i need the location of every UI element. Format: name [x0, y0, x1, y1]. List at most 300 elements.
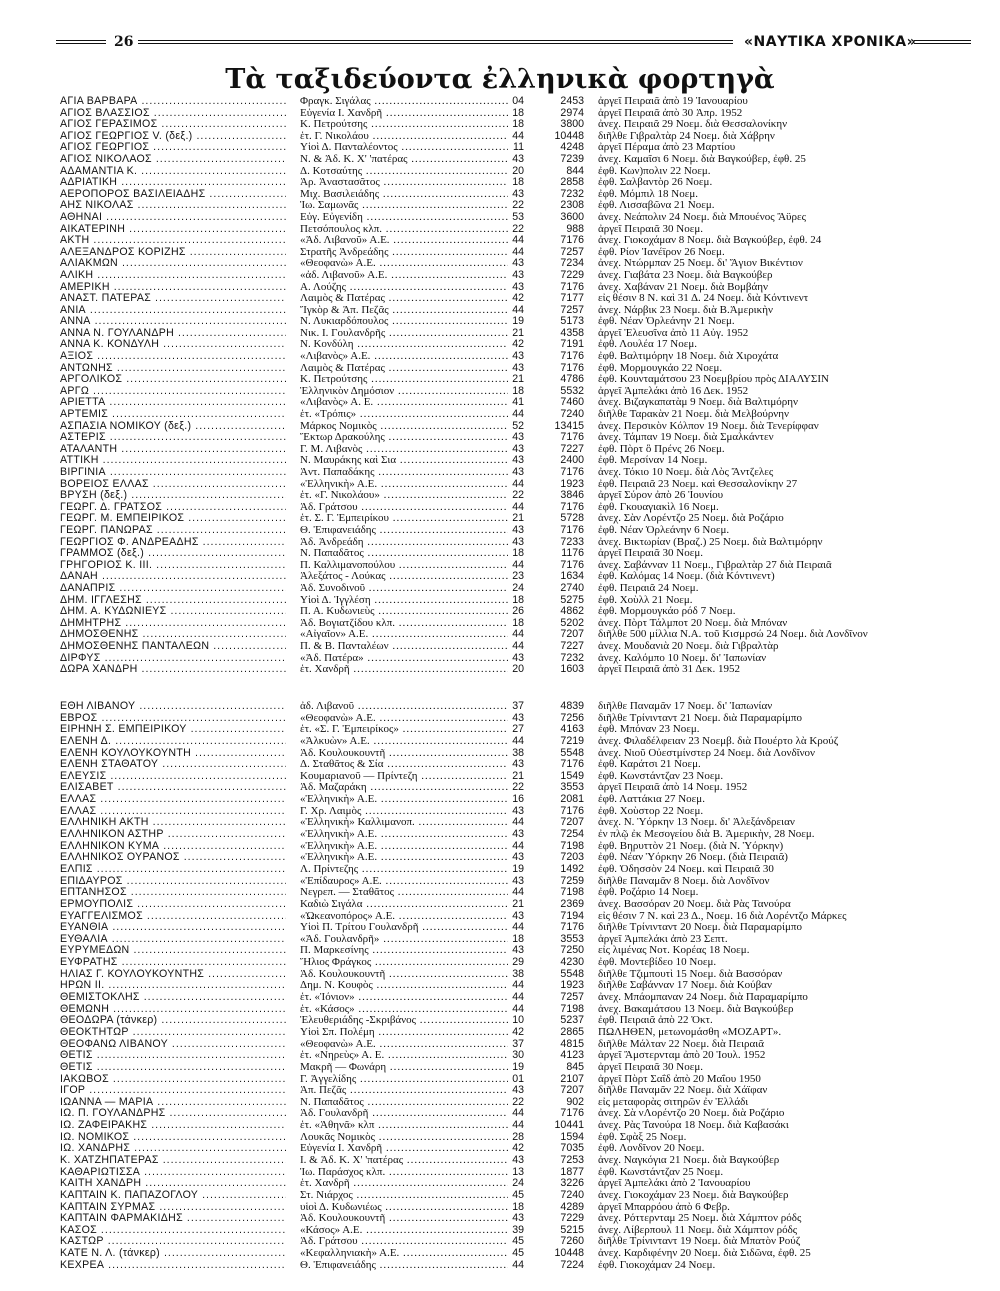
table-row: [60, 525, 980, 537]
tonnage: 7232: [560, 187, 584, 200]
tonnage: 1492: [560, 862, 584, 875]
ship-name: ΑΓΙΟΣ ΝΙΚΟΛΑΟΣ .....: [60, 154, 286, 166]
header-rule-middle: [138, 40, 733, 44]
owner-name: «Ὠκεανοπόρος» Α.Ε. .....: [300, 911, 508, 923]
year: 44: [512, 991, 524, 1004]
ship-name: ΕΛΕΝΗ ΣΤΑΘΑΤΟΥ .....: [60, 759, 286, 771]
tonnage: 7176: [560, 500, 584, 513]
year: 18: [512, 547, 524, 560]
year: 43: [512, 350, 524, 363]
owner-name: Ἀπ. Πεζᾶς .....: [300, 1085, 508, 1097]
ship-name: ΒΟΡΕΙΟΣ ΕΛΛΑΣ .....: [60, 479, 286, 491]
status-text: εἰς μεταφορὰς σιτηρῶν ἐν Ἑλλάδι: [598, 1096, 749, 1108]
table-row: [60, 235, 980, 247]
ship-name: ΚΑΠΤΑΙΝ Κ. ΠΑΠΑΖΟΓΛΟΥ .....: [60, 1190, 286, 1202]
year: 45: [512, 1235, 524, 1248]
table-row: [60, 351, 980, 363]
owner-name: Δ. Κοτσαύτης .....: [300, 166, 508, 178]
ship-name: ΕΛΛΑΣ .....: [60, 794, 286, 806]
status-text: διῆλθε Σαβάνναν 17 Νοεμ. διὰ Κούβαν: [598, 980, 772, 992]
tonnage: 7176: [560, 558, 584, 571]
ship-name: ΑΔΡΙΑΤΙΚΗ .....: [60, 177, 286, 189]
year: 44: [512, 1107, 524, 1120]
owner-name: «Θεοφανὼ» Α.Ε. .....: [300, 1039, 508, 1051]
year: 11: [513, 141, 524, 154]
year: 43: [512, 651, 524, 664]
owner-name: Ν. Παπαδᾶτος .....: [300, 548, 508, 560]
owner-name: «Ἀδ. Λιβανοῦ» Α.Ε. .....: [300, 235, 508, 247]
status-text: ἀργεῖ Μπαρρόου ἀπὸ 6 Φεβρ.: [598, 1201, 730, 1213]
status-text: ἀνεχ. Πὸρτ Τάλμποτ 20 Νοεμ. διὰ Μπόναν: [598, 617, 788, 629]
owner-name: Ἀδ. Κουλουκουντῆ .....: [300, 969, 508, 981]
tonnage: 7233: [560, 535, 584, 548]
tonnage: 7254: [560, 828, 584, 841]
year: 44: [512, 639, 524, 652]
tonnage: 7198: [560, 886, 584, 899]
status-text: ἀνεχ. Βιζαγκαπατὰμ 9 Νοεμ. διὰ Βαλτιμόρην: [598, 397, 798, 409]
tonnage: 7224: [560, 1258, 584, 1271]
table-row: [60, 1062, 980, 1074]
tonnage: 7177: [560, 292, 584, 305]
status-text: ἐφθ. Κωνστάντζαν 25 Νοεμ.: [598, 1166, 724, 1178]
year: 44: [512, 245, 524, 258]
year: 26: [512, 605, 524, 618]
ship-name: ΑΛΙΑΚΜΩΝ .....: [60, 258, 286, 270]
status-text: ἐφθ. Μερσίναν 14 Νοεμ.: [598, 455, 708, 467]
year: 43: [512, 268, 524, 281]
ship-name: ΚΕΧΡΕΑ .....: [60, 1260, 286, 1272]
owner-name: Ἀντ. Παπαδάκης .....: [300, 467, 508, 479]
year: 27: [512, 723, 524, 736]
year: 43: [512, 1212, 524, 1225]
status-text: ἐν πλῷ ἐκ Μεσογείου διὰ Β. Ἀμερικὴν, 28 Νοεμ.: [598, 829, 815, 841]
year: 43: [512, 944, 524, 957]
status-text: ἀνεχ. Καμαῖσι 6 Νοεμ. διὰ Βαγκούβερ, ἐφθ. 25: [598, 153, 806, 165]
owner-name: Κ. Πετρούτσης .....: [300, 119, 508, 131]
status-text: ἀνεχ. Βακαμάτσου 13 Νοεμ. διὰ Βαγκούβερ: [598, 1003, 794, 1015]
tonnage: 3800: [560, 118, 584, 131]
status-text: ἐφθ. Λουλέα 17 Νοεμ.: [598, 339, 697, 351]
owner-name: Κουμαριανοῦ — Πρίντεζη .....: [300, 771, 508, 783]
year: 20: [512, 164, 524, 177]
tonnage: 2308: [560, 199, 584, 212]
year: 18: [512, 176, 524, 189]
owner-name: «Ἑλληνικὴ» Α.Ε. .....: [300, 794, 508, 806]
status-text: ἀργεῖ Πέραμα ἀπὸ 23 Μαρτίου: [598, 142, 736, 154]
ship-name: ΕΛΛΗΝΙΚΟΝ ΚΥΜΑ .....: [60, 841, 286, 853]
tonnage: 7257: [560, 245, 584, 258]
ship-name: ΑΛΙΚΗ .....: [60, 270, 286, 282]
owner-name: Ἥλιος Φράγκος .....: [300, 957, 508, 969]
tonnage: 7232: [560, 651, 584, 664]
owner-name: Γ. Χρ. Λαιμὸς .....: [300, 806, 508, 818]
tonnage: 4289: [560, 1200, 584, 1213]
status-text: ἀργεῖ Πειραιᾶ ἀπὸ 14 Νοεμ. 1952: [598, 782, 748, 794]
ship-name: ΑΤΤΙΚΗ .....: [60, 455, 286, 467]
ship-name: ΔΙΡΦΥΣ .....: [60, 653, 286, 665]
owner-name: «Ἑλληνικὴ» Α.Ε. .....: [300, 841, 508, 853]
tonnage: 2865: [560, 1025, 584, 1038]
year: 44: [512, 129, 524, 142]
tonnage: 7203: [560, 851, 584, 864]
status-text: ἀνεχ. Ναγκόγια 21 Νοεμ. διὰ Βαγκούβερ: [598, 1154, 780, 1166]
tonnage: 7176: [560, 466, 584, 478]
year: 44: [512, 1119, 524, 1132]
year: 21: [512, 512, 524, 525]
status-text: ἀνεχ. Καλόμπο 10 Νοεμ. δι' Ἰαπωνίαν: [598, 652, 767, 664]
year: 42: [512, 292, 524, 305]
year: 18: [512, 106, 524, 119]
ship-name: ΕΥΘΑΛΙΑ .....: [60, 934, 286, 946]
status-text: ἀργεῖ Πειραιᾶ 30 Νοεμ.: [598, 548, 703, 560]
status-text: ἐφθ. Μοντεβίδεο 10 Νοεμ.: [598, 957, 717, 969]
ship-name: ΑΕΡΟΠΟΡΟΣ ΒΑΣΙΛΕΙΑΔΗΣ .....: [60, 189, 286, 201]
status-text: ἀργεῖ Πειραιᾶ ἀπὸ 19 Ἰανουαρίου: [598, 96, 748, 107]
owner-name: Π. Καλλιμανοπούλου .....: [300, 560, 508, 572]
ship-name: ΚΑΤΕ Ν. Λ. (τάνκερ) .....: [60, 1248, 286, 1260]
ship-name: ΗΡΩΝ ΙΙ. .....: [60, 980, 286, 992]
owner-name: «Ἐπίδαυρος» Α.Ε. .....: [300, 876, 508, 888]
ship-name: ΔΗΜΗΤΡΗΣ .....: [60, 618, 286, 630]
status-text: ἐφθ. Γιοκοχάμαν 24 Νοεμ.: [598, 1259, 716, 1271]
status-text: ἀργεῖ Ἀμπελάκι ἀπὸ 23 Σεπτ.: [598, 933, 728, 945]
status-text: ἐφθ. Κουνταμάτσου 23 Νοεμβρίου πρὸς ΔΙΑΛΥΣΙΝ: [598, 374, 829, 386]
tonnage: 5275: [560, 593, 584, 606]
tonnage: 4839: [560, 700, 584, 712]
owner-name: Θ. Ἐπιφανειάδης .....: [300, 1260, 508, 1272]
year: 19: [512, 1060, 524, 1073]
status-text: διῆλθε Τρίνινταντ 21 Νοεμ. διὰ Παραμαρίμπο: [598, 712, 802, 724]
tonnage: 4358: [560, 326, 584, 339]
tonnage: 4815: [560, 1037, 584, 1050]
tonnage: 7176: [560, 921, 584, 934]
ship-name: ΕΘΗ ΛΙΒΑΝΟΥ .....: [60, 701, 286, 713]
year: 45: [512, 1188, 524, 1201]
owner-name: Υἱοὶ Σπ. Πολέμη .....: [300, 1027, 508, 1039]
table-row: [60, 1120, 980, 1132]
tonnage: 4123: [560, 1049, 584, 1062]
owner-name: ἑτ. «Ἀθηνᾶ» κλπ .....: [300, 1120, 508, 1132]
status-text: διῆλθε Τζιμπουτὶ 15 Νοεμ. διὰ Βασσόραν: [598, 968, 783, 980]
owner-name: Νεγρεπ. — Σταθᾶτος .....: [300, 887, 508, 899]
owner-name: Ἀρ. Ἀναστασᾶτος .....: [300, 177, 508, 189]
status-text: ἀργεῖ Πειραιᾶ ἀπὸ 30 Ἀπρ. 1952: [598, 107, 743, 119]
tonnage: 4230: [560, 956, 584, 969]
ship-name: ΕΛΕΥΣΙΣ .....: [60, 771, 286, 783]
table-row: [60, 96, 980, 108]
status-text: ἐφθ. Λαττάκια 27 Νοεμ.: [598, 794, 705, 806]
ship-name: ΔΑΝΑΠΡΙΣ .....: [60, 583, 286, 595]
owner-name: ἑτ. «Ἰόνιον» .....: [300, 992, 508, 1004]
owner-name: ἑτ. «Τρόπις» .....: [300, 409, 508, 421]
owner-name: Εὐγ. Εὐγενίδη .....: [300, 212, 508, 224]
ship-name: ΚΑΠΤΑΙΝ ΦΑΡΜΑΚΙΔΗΣ .....: [60, 1213, 286, 1225]
owner-name: Μακρῆ — Φωνάρη .....: [300, 1062, 508, 1074]
owner-name: Κ. Πετρούτσης .....: [300, 374, 508, 386]
year: 43: [512, 1153, 524, 1166]
tonnage: 2081: [560, 793, 584, 806]
status-text: ἀνεχ. Φιλαδέλφειαν 23 Νοεμβ. διὰ Πουέρτο λὰ Κρούζ: [598, 735, 839, 747]
tonnage: 7253: [560, 1153, 584, 1166]
status-text: ἀνεχ. Χαβάναν 21 Νοεμ. διὰ Βομβάην: [598, 281, 768, 293]
tonnage: 7257: [560, 303, 584, 316]
ship-name: ΒΙΡΓΙΝΙΑ .....: [60, 467, 286, 479]
status-text: ἐφθ. Μπόναν 23 Νοεμ.: [598, 724, 700, 736]
status-text: ἀνεχ. Νεάπολιν 24 Νοεμ. διὰ Μπουένος Ἄϋρες: [598, 211, 806, 223]
ship-name: ΘΕΜΩΝΗ .....: [60, 1004, 286, 1016]
owner-name: «ἀδ. Λιβανοῦ» Α.Ε. .....: [300, 270, 508, 282]
owner-name: «Ἀλκυὼν» Α.Ε. .....: [300, 736, 508, 748]
status-text: ἀνεχ. Νιοῦ Οὐεστμίνστερ 24 Νοεμ. διὰ Λονδῖνον: [598, 747, 816, 759]
page-number: 26: [114, 34, 134, 50]
ship-name: ΘΕΤΙΣ .....: [60, 1062, 286, 1074]
tonnage: 7250: [560, 944, 584, 957]
year: 23: [512, 570, 524, 583]
owner-name: Εὐγενία Ι. Χανδρῆ .....: [300, 108, 508, 120]
status-text: ἀργεῖ Πὸρτ Σαΐδ ἀπὸ 20 Μαΐου 1950: [598, 1073, 761, 1085]
owner-name: Ν. Παπαδᾶτος .....: [300, 1097, 508, 1109]
year: 43: [512, 711, 524, 724]
owner-name: Ἀδ. Κουλουκουντῆ .....: [300, 1213, 508, 1225]
table-row: [60, 992, 980, 1004]
status-text: ἀνεχ. Τάμπαν 19 Νοεμ. διὰ Σμαλκάντεν: [598, 432, 774, 444]
tonnage: 7239: [560, 152, 584, 165]
year: 16: [512, 793, 524, 806]
year: 44: [512, 1258, 524, 1271]
owner-name: Γ. Μ. Λιβανὸς .....: [300, 444, 508, 456]
ship-name: ΑΗΣ ΝΙΚΟΛΑΣ .....: [60, 200, 286, 212]
year: 37: [512, 1037, 524, 1050]
status-text: ἀνεχ. Τόκιο 10 Νοεμ. διὰ Λὸς Ἄντζελες: [598, 467, 774, 478]
status-text: ἐφθ. Κωνστάντζαν 23 Νοεμ.: [598, 770, 724, 782]
tonnage: 5173: [560, 315, 584, 328]
year: 43: [512, 152, 524, 165]
status-text: ἐφθ. Καράτσι 21 Νοεμ.: [598, 759, 701, 771]
owner-name: ἀδ. Λιβανοῦ .....: [300, 701, 508, 713]
ship-name: ΚΑΙΤΗ ΧΑΝΔΡΗ .....: [60, 1178, 286, 1190]
year: 29: [512, 956, 524, 969]
tonnage: 7198: [560, 839, 584, 852]
ship-name: ΕΥΑΝΘΙΑ .....: [60, 922, 286, 934]
year: 21: [512, 769, 524, 782]
tonnage: 7259: [560, 874, 584, 887]
ship-name: ΑΝΑΣΤ. ΠΑΤΕΡΑΣ .....: [60, 293, 286, 305]
ship-name: ΑΤΑΛΑΝΤΗ .....: [60, 444, 286, 456]
year: 53: [512, 210, 524, 223]
owner-name: «Ἑλληνικὴ» Α.Ε. .....: [300, 829, 508, 841]
owner-name: ἑτ. Χανδρῆ .....: [300, 664, 508, 676]
status-text: ἀνεχ. Γιαβάτα 23 Νοεμ. διὰ Βαγκούβερ: [598, 269, 773, 281]
year: 43: [512, 828, 524, 841]
owner-name: Ἀδ. Βογιατζίδου κλπ. .....: [300, 618, 508, 630]
tonnage: 7176: [560, 234, 584, 247]
ship-name: ΙΑΚΩΒΟΣ .....: [60, 1074, 286, 1086]
tonnage: 5532: [560, 384, 584, 397]
ship-name: ΗΛΙΑΣ Γ. ΚΟΥΛΟΥΚΟΥΝΤΗΣ .....: [60, 969, 286, 981]
status-text: ἀνεχ. Λίβερπουλ 11 Νοεμ. διὰ Χάμπτον ρόδς: [598, 1224, 798, 1236]
owner-name: Θ. Ἐπιφανειάδης .....: [300, 525, 508, 537]
ship-name: ΕΛΠΙΣ .....: [60, 864, 286, 876]
year: 42: [512, 338, 524, 351]
ship-name: ΚΑΘΑΡΙΩΤΙΣΣΑ .....: [60, 1167, 286, 1179]
owner-name: ἑτ. «Νηρεὺς» Α. Ε. .....: [300, 1050, 508, 1062]
owner-name: Φραγκ. Σιγάλας .....: [300, 96, 508, 108]
owner-name: «Ἑλληνικὴ» Α.Ε. .....: [300, 852, 508, 864]
tonnage: 7191: [560, 338, 584, 351]
owner-name: υἱοὶ Δ. Κυδωνιέως .....: [300, 1202, 508, 1214]
owner-name: ἑτ. «Γ. Νικολάου» .....: [300, 490, 508, 502]
year: 52: [512, 419, 524, 432]
ship-name: ΓΡΑΜΜΟΣ (δεξ.) .....: [60, 548, 286, 560]
status-text: ἐφθ. Πειραιᾶ 23 Νοεμ. καὶ Θεσσαλονίκην 27: [598, 478, 798, 490]
tonnage: 10441: [554, 1119, 584, 1132]
owner-name: «Κάσος» Α.Ε. .....: [300, 1225, 508, 1237]
ship-name: ΑΝΝΑ Ν. ΓΟΥΛΑΝΔΡΗ .....: [60, 328, 286, 340]
status-text: ΠΩΛΗΘΕΝ, μετωνομάσθη «ΜΟΖΑΡΤ».: [598, 1026, 782, 1038]
year: 43: [512, 1084, 524, 1097]
status-text: ἀργεῖ Πειραιᾶ ἀπὸ 31 Δεκ. 1952: [598, 664, 740, 676]
status-text: ἀνεχ. Περσικὸν Κόλπον 19 Νοεμ. διὰ Τενερίφφαν: [598, 420, 819, 432]
owner-name: Λαιμὸς & Πατέρας .....: [300, 293, 508, 305]
year: 43: [512, 466, 524, 478]
tonnage: 7207: [560, 816, 584, 829]
ship-name: ΑΓΙΟΣ ΓΕΩΡΓΙΟΣ .....: [60, 142, 286, 154]
owner-name: Ἀδ. Ἀνδρεάδη .....: [300, 537, 508, 549]
tonnage: 4862: [560, 605, 584, 618]
tonnage: 1923: [560, 979, 584, 992]
year: 43: [512, 909, 524, 922]
tonnage: 3553: [560, 781, 584, 794]
year: 43: [512, 454, 524, 467]
year: 18: [512, 118, 524, 131]
ship-name: ΑΓΙΑ ΒΑΡΒΑΡΑ .....: [60, 96, 286, 108]
status-text: ἐφθ. Μορμουγκάο 22 Νοεμ.: [598, 362, 723, 374]
ship-name: ΘΕΜΙΣΤΟΚΛΗΣ .....: [60, 992, 286, 1004]
owner-name: ἑτ. Σ. Γ. Ἐμπειρίκου .....: [300, 513, 508, 525]
ship-name: ΘΕΤΙΣ .....: [60, 1050, 286, 1062]
status-text: ἐφθ. Γκουαγιακὶλ 16 Νοεμ.: [598, 501, 719, 513]
tonnage: 2107: [560, 1072, 584, 1085]
ship-name: ΚΑΣΟΣ .....: [60, 1225, 286, 1237]
header-rule-right: [914, 40, 971, 44]
ship-name: ΑΓΙΟΣ ΓΕΩΡΓΙΟΣ V. (δεξ.) .....: [60, 131, 286, 143]
owner-name: Ἰω. Σαμωνᾶς .....: [300, 200, 508, 212]
status-text: ἐφθ. Κων)πολιν 22 Νοεμ.: [598, 165, 711, 177]
year: 21: [512, 326, 524, 339]
ship-name: ΕΛΕΝΗ ΚΟΥΛΟΥΚΟΥΝΤΗ .....: [60, 748, 286, 760]
status-text: ἐφθ. Χοὺλλ 21 Νοεμ.: [598, 594, 693, 606]
tonnage: 5728: [560, 512, 584, 525]
owner-name: Ν. Λυκιαρδόπουλος .....: [300, 316, 508, 328]
year: 18: [512, 593, 524, 606]
owner-name: ἑτ. Γ. Νικολάου .....: [300, 131, 508, 143]
ship-name: ΑΘΗΝΑΙ .....: [60, 212, 286, 224]
ship-name: ΑΡΙΕΤΤΑ .....: [60, 397, 286, 409]
ship-name: ΕΛΕΝΗ Δ. .....: [60, 736, 286, 748]
ship-name: ΑΝΤΩΝΗΣ .....: [60, 363, 286, 375]
ship-name: ΔΗΜ. Α. ΚΥΔΩΝΙΕΥΣ .....: [60, 606, 286, 618]
tonnage: 5548: [560, 746, 584, 759]
status-text: ἐφθ. Μόμπιλ 18 Νοεμ.: [598, 188, 698, 200]
year: 44: [512, 816, 524, 829]
year: 28: [512, 1130, 524, 1143]
owner-name: «Αἰγαῖον» Α.Ε. .....: [300, 629, 508, 641]
ship-name: ΑΣΤΕΡΙΣ .....: [60, 432, 286, 444]
owner-name: Υἱοὶ Δ. Πανταλέοντος .....: [300, 142, 508, 154]
status-text: ἀνεχ. Καρδιφένην 20 Νοεμ. διὰ Σιδῶνα, ἐφθ. 25: [598, 1248, 811, 1260]
owner-name: Λ. Πρίντεζης .....: [300, 864, 508, 876]
ship-name: ΑΝΝΑ .....: [60, 316, 286, 328]
year: 43: [512, 442, 524, 455]
year: 22: [512, 199, 524, 212]
owner-name: Ἀδ. Μαζαράκη .....: [300, 782, 508, 794]
tonnage: 5237: [560, 1014, 584, 1027]
tonnage: 7176: [560, 1107, 584, 1120]
year: 44: [512, 477, 524, 490]
owner-name: «Θεοφανὼ» Α.Ε. .....: [300, 258, 508, 270]
tonnage: 1634: [560, 570, 584, 583]
owner-name: Μάρκος Νομικὸς .....: [300, 421, 508, 433]
tonnage: 7227: [560, 639, 584, 652]
owner-name: Ι. & Ἀδ. Κ. Χ' 'πατέρας .....: [300, 1155, 508, 1167]
owner-name: Ἀδ. Γουλανδρῆ .....: [300, 1108, 508, 1120]
table-row: [60, 829, 980, 841]
tonnage: 1603: [560, 663, 584, 676]
year: 44: [512, 234, 524, 247]
tonnage: 7240: [560, 1188, 584, 1201]
status-text: ἀνεχ. Βικτωρίαν (Βραζ.) 25 Νοεμ. διὰ Βαλτιμόρην: [598, 536, 823, 548]
article-title: Τὰ ταξιδεύοντα ἐλληνικὰ φορτηγὰ: [225, 64, 775, 95]
tonnage: 3226: [560, 1177, 584, 1190]
year: 44: [512, 558, 524, 571]
owner-name: Δ. Σταθᾶτος & Σία .....: [300, 759, 508, 771]
owner-name: Στρατῆς Ἀνδρεάδης .....: [300, 247, 508, 259]
ship-name: ΑΡΤΕΜΙΣ .....: [60, 409, 286, 421]
ship-name: ΑΡΓΟΛΙΚΟΣ .....: [60, 374, 286, 386]
owner-name: Λαιμὸς & Πατέρας .....: [300, 363, 508, 375]
tonnage: 7194: [560, 909, 584, 922]
tonnage: 7229: [560, 1212, 584, 1225]
owner-name: «Ἀδ. Γουλανδρῆ» .....: [300, 934, 508, 946]
ship-name: ΑΓΙΟΣ ΓΕΡΑΣΙΜΟΣ .....: [60, 119, 286, 131]
ship-name: ΕΠΤΑΝΗΣΟΣ .....: [60, 887, 286, 899]
owner-name: Μιχ. Βασιλειάδης .....: [300, 189, 508, 201]
tonnage: 7240: [560, 408, 584, 421]
ship-list-section-2: [60, 700, 980, 1271]
status-text: ἀνεχ. Γιοκοχάμαν 8 Νοεμ. διὰ Βαγκούβερ, ἐφθ. 24: [598, 235, 822, 247]
status-text: διῆλθε Παναμᾶν 22 Νοεμ. διὰ Χάϊφαν: [598, 1085, 768, 1097]
table-row: [60, 957, 980, 969]
year: 18: [512, 932, 524, 945]
table-row: [60, 293, 980, 305]
owner-name: «Κεφαλληνιακὴ» Α.Ε. .....: [300, 1248, 508, 1260]
owner-name: Υἱοὶ Π. Τρίτου Γουλανδρῆ .....: [300, 922, 508, 934]
table-row: [60, 606, 980, 618]
ship-name: ΕΠΙΔΑΥΡΟΣ .....: [60, 876, 286, 888]
year: 44: [512, 1002, 524, 1015]
year: 18: [512, 616, 524, 629]
tonnage: 2974: [560, 106, 584, 119]
owner-name: Καδιὼ Σιγάλα .....: [300, 899, 508, 911]
status-text: ἀνεχ. Μουδανιὰ 20 Νοεμ. διὰ Γιβραλτὰρ: [598, 640, 779, 652]
tonnage: 4163: [560, 723, 584, 736]
ship-name: ΔΗΜΟΣΘΕΝΗΣ .....: [60, 629, 286, 641]
table-row: [60, 1155, 980, 1167]
year: 43: [512, 257, 524, 270]
tonnage: 845: [566, 1060, 584, 1073]
ship-name: ΔΗΜ. ΙΓΓΛΕΣΗΣ .....: [60, 595, 286, 607]
ship-name: ΔΗΜΟΣΘΕΝΗΣ ΠΑΝΤΑΛΕΩΝ .....: [60, 641, 286, 653]
